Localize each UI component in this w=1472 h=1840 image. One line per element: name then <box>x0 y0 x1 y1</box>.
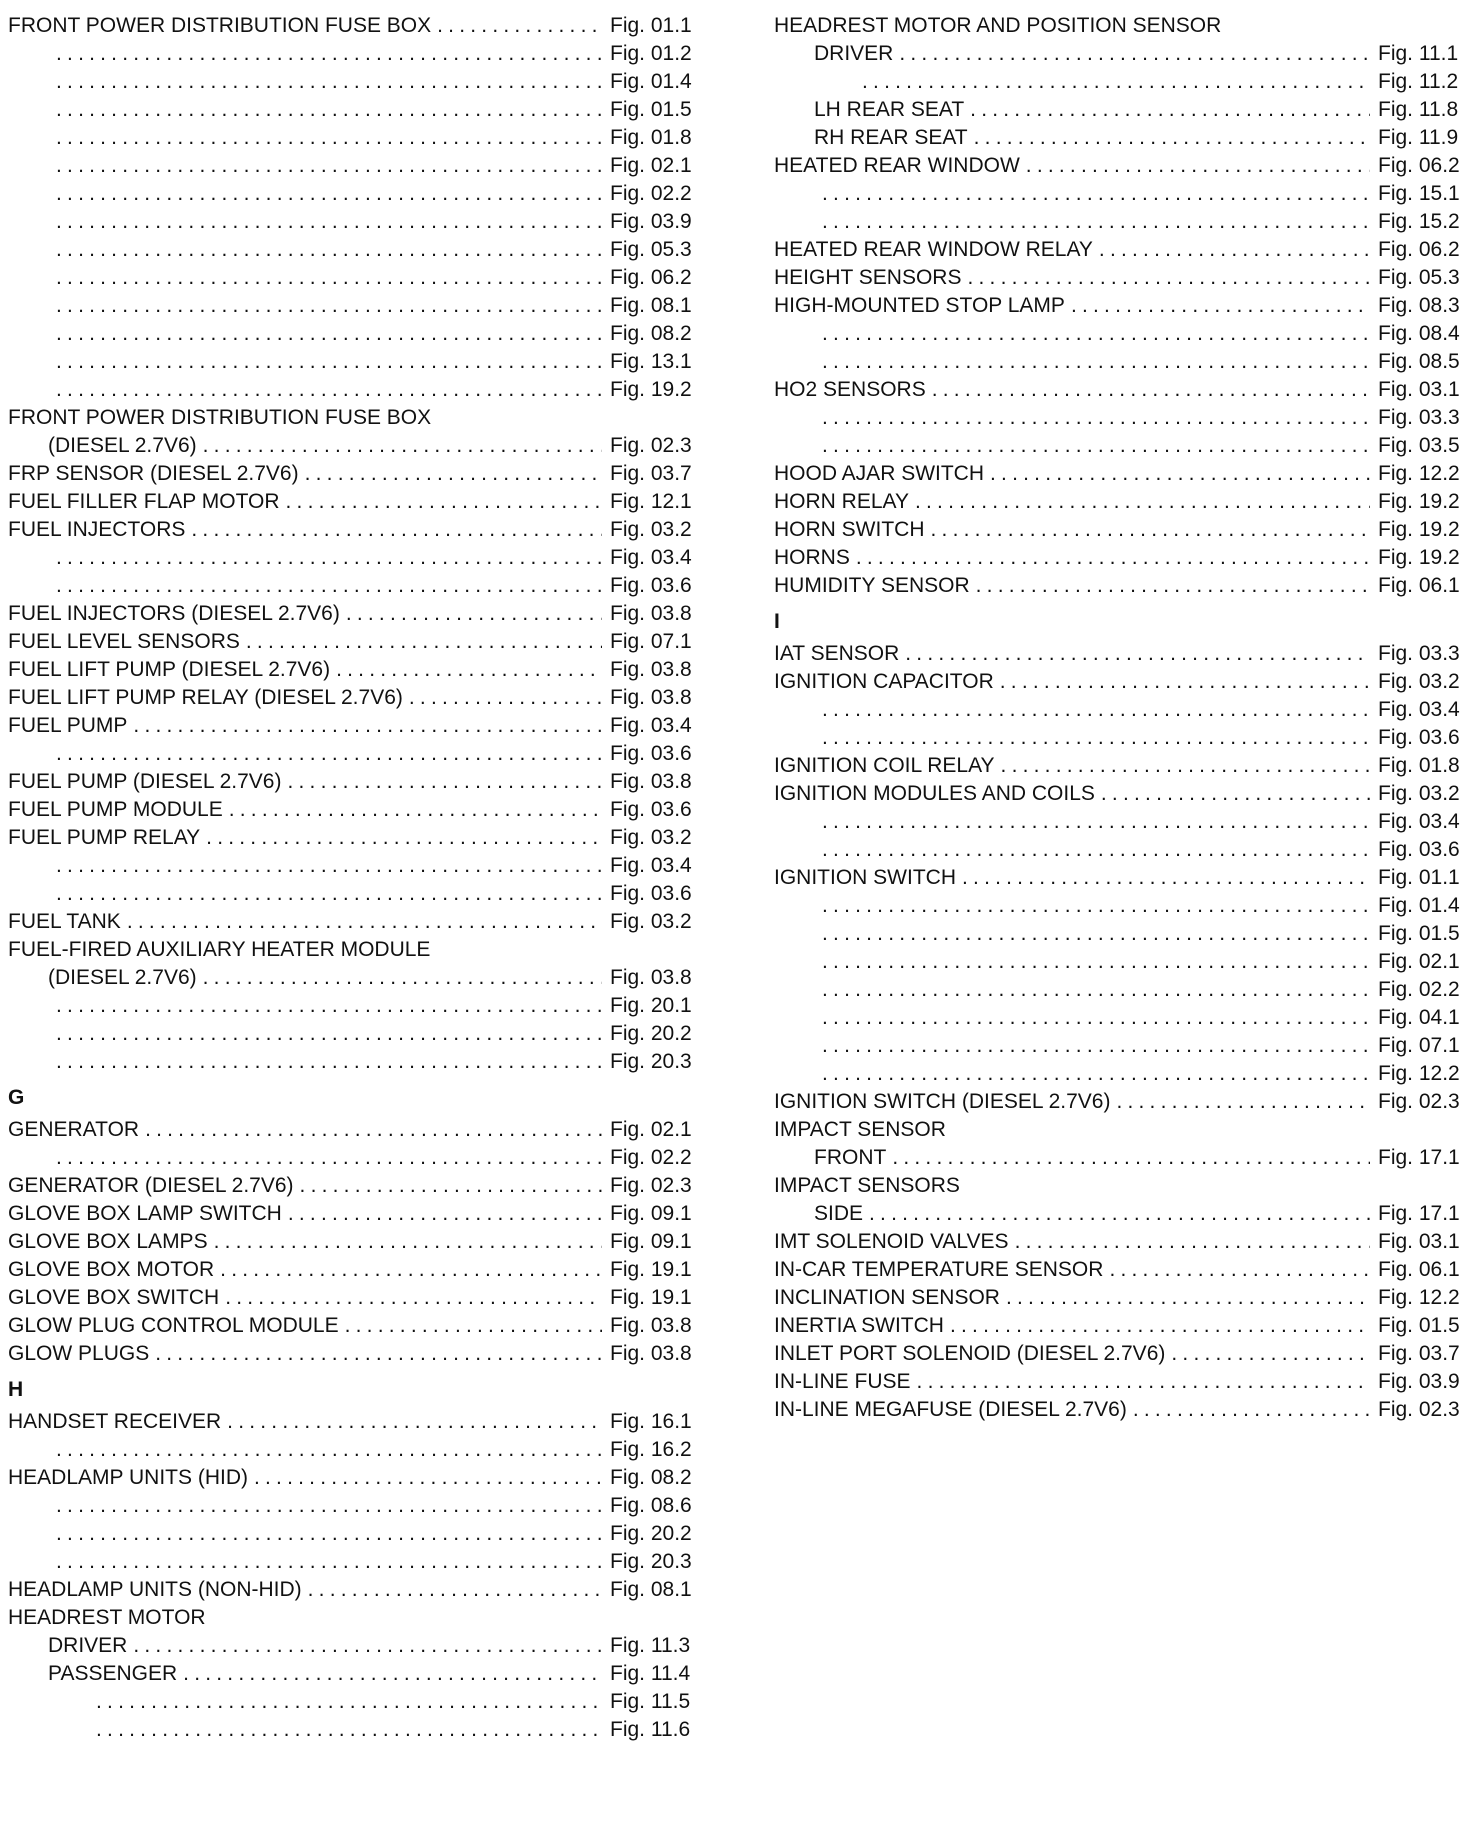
fig-ref: Fig. 03.8 <box>610 686 692 709</box>
entry-label: (DIESEL 2.7V6) <box>48 434 197 457</box>
fig-ref: Fig. 09.1 <box>610 1202 692 1225</box>
fig-ref: Fig. 01.1 <box>1378 866 1460 889</box>
index-entry[interactable] <box>8 1408 696 1436</box>
index-entry[interactable] <box>8 488 696 516</box>
index-entry[interactable] <box>8 740 696 768</box>
index-entry-heading <box>774 12 1464 40</box>
index-entry[interactable] <box>8 908 696 936</box>
fig-ref: Fig. 01.5 <box>1378 1314 1460 1337</box>
section-letter-g: G <box>8 1086 25 1109</box>
fig-ref: Fig. 02.3 <box>610 1174 692 1197</box>
fig-ref: Fig. 02.1 <box>1378 950 1460 973</box>
fig-ref: Fig. 02.2 <box>610 182 692 205</box>
index-entry[interactable] <box>8 1688 696 1716</box>
index-entry[interactable] <box>774 348 1464 376</box>
fig-ref: Fig. 03.7 <box>610 462 692 485</box>
entry-label: FRONT <box>814 1146 887 1169</box>
fig-ref: Fig. 15.1 <box>1378 182 1460 205</box>
entry-label: IMPACT SENSORS <box>774 1174 960 1197</box>
index-entry[interactable] <box>774 836 1464 864</box>
index-entry[interactable] <box>8 600 696 628</box>
fig-ref: Fig. 11.3 <box>610 1634 691 1657</box>
fig-ref: Fig. 20.2 <box>610 1522 692 1545</box>
fig-ref: Fig. 07.1 <box>610 630 692 653</box>
entry-label: FRONT POWER DISTRIBUTION FUSE BOX <box>8 14 432 37</box>
fig-ref: Fig. 01.8 <box>1378 754 1460 777</box>
entry-label: FUEL PUMP MODULE <box>8 798 223 821</box>
entry-label: IN-LINE FUSE <box>774 1370 911 1393</box>
entry-label: DRIVER <box>814 42 894 65</box>
index-entry[interactable] <box>8 1172 696 1200</box>
index-entry[interactable] <box>8 768 696 796</box>
index-entry[interactable] <box>8 992 696 1020</box>
fig-ref: Fig. 04.1 <box>1378 1006 1460 1029</box>
entry-label: GLOW PLUGS <box>8 1342 150 1365</box>
index-entry[interactable] <box>774 516 1464 544</box>
index-entry-heading <box>8 404 696 432</box>
index-entry[interactable] <box>774 152 1464 180</box>
section-letter-h: H <box>8 1378 24 1401</box>
fig-ref: Fig. 02.2 <box>610 1146 692 1169</box>
fig-ref: Fig. 12.2 <box>1378 1062 1460 1085</box>
fig-ref: Fig. 03.4 <box>1378 810 1460 833</box>
fig-ref: Fig. 03.1 <box>1378 378 1460 401</box>
index-entry[interactable] <box>774 1200 1464 1228</box>
fig-ref: Fig. 02.3 <box>1378 1090 1460 1113</box>
fig-ref: Fig. 02.3 <box>610 434 692 457</box>
fig-ref: Fig. 03.9 <box>610 210 692 233</box>
fig-ref: Fig. 03.5 <box>1378 434 1460 457</box>
entry-label: HO2 SENSORS <box>774 378 926 401</box>
fig-ref: Fig. 02.3 <box>1378 1398 1460 1421</box>
index-entry[interactable] <box>8 1144 696 1172</box>
index-entry[interactable] <box>8 1048 696 1076</box>
index-entry[interactable] <box>774 544 1464 572</box>
index-entry[interactable] <box>774 124 1464 152</box>
fig-ref: Fig. 11.5 <box>610 1690 691 1713</box>
fig-ref: Fig. 06.2 <box>610 266 692 289</box>
entry-label: IGNITION COIL RELAY <box>774 754 995 777</box>
entry-label: HEADLAMP UNITS (HID) <box>8 1466 248 1489</box>
entry-label: FUEL FILLER FLAP MOTOR <box>8 490 280 513</box>
fig-ref: Fig. 05.3 <box>1378 266 1460 289</box>
index-entry[interactable] <box>8 1576 696 1604</box>
entry-label: GENERATOR (DIESEL 2.7V6) <box>8 1174 294 1197</box>
index-entry[interactable] <box>774 264 1464 292</box>
entry-label: FUEL PUMP (DIESEL 2.7V6) <box>8 770 282 793</box>
index-entry[interactable] <box>774 236 1464 264</box>
entry-label: GLOW PLUG CONTROL MODULE <box>8 1314 339 1337</box>
fig-ref: Fig. 01.1 <box>610 14 692 37</box>
entry-label: GLOVE BOX SWITCH <box>8 1286 220 1309</box>
index-entry[interactable] <box>8 1492 696 1520</box>
fig-ref: Fig. 03.8 <box>610 658 692 681</box>
entry-label: FUEL LIFT PUMP RELAY (DIESEL 2.7V6) <box>8 686 403 709</box>
fig-ref: Fig. 20.2 <box>610 1022 692 1045</box>
entry-label: GLOVE BOX MOTOR <box>8 1258 215 1281</box>
entry-label: HUMIDITY SENSOR <box>774 574 970 597</box>
index-entry[interactable] <box>8 1464 696 1492</box>
entry-label: HIGH-MOUNTED STOP LAMP <box>774 294 1065 317</box>
entry-label: FUEL LIFT PUMP (DIESEL 2.7V6) <box>8 658 331 681</box>
index-entry[interactable] <box>774 1004 1464 1032</box>
index-entry[interactable] <box>8 1520 696 1548</box>
fig-ref: Fig. 03.2 <box>1378 782 1460 805</box>
fig-ref: Fig. 03.8 <box>610 770 692 793</box>
index-entry[interactable] <box>8 152 696 180</box>
fig-ref: Fig. 03.6 <box>1378 838 1460 861</box>
fig-ref: Fig. 03.6 <box>610 574 692 597</box>
index-entry[interactable] <box>774 1284 1464 1312</box>
entry-label: HOOD AJAR SWITCH <box>774 462 985 485</box>
index-entry[interactable] <box>774 1312 1464 1340</box>
fig-ref: Fig. 08.6 <box>610 1494 692 1517</box>
fig-ref: Fig. 11.4 <box>610 1662 691 1685</box>
index-entry[interactable] <box>8 964 696 992</box>
index-entry[interactable] <box>774 920 1464 948</box>
index-entry[interactable] <box>774 668 1464 696</box>
index-entry[interactable] <box>8 1228 696 1256</box>
index-entry[interactable] <box>774 460 1464 488</box>
index-entry[interactable] <box>774 976 1464 1004</box>
index-left-column <box>8 12 696 1744</box>
index-entry-heading <box>8 1604 696 1632</box>
entry-label: INCLINATION SENSOR <box>774 1286 1000 1309</box>
fig-ref: Fig. 08.2 <box>610 322 692 345</box>
fig-ref: Fig. 03.2 <box>610 826 692 849</box>
fig-ref: Fig. 08.3 <box>1378 294 1460 317</box>
index-entry[interactable] <box>774 892 1464 920</box>
index-entry[interactable] <box>8 796 696 824</box>
entry-label: HEADREST MOTOR AND POSITION SENSOR <box>774 14 1222 37</box>
entry-label: IMPACT SENSOR <box>774 1118 946 1141</box>
fig-ref: Fig. 01.5 <box>610 98 692 121</box>
fig-ref: Fig. 03.7 <box>1378 1342 1460 1365</box>
fig-ref: Fig. 01.8 <box>610 126 692 149</box>
index-entry[interactable] <box>8 1020 696 1048</box>
index-entry[interactable] <box>8 432 696 460</box>
index-entry[interactable] <box>774 292 1464 320</box>
index-entry[interactable] <box>8 1284 696 1312</box>
fig-ref: Fig. 19.1 <box>610 1258 692 1281</box>
fig-ref: Fig. 11.1 <box>1378 42 1459 65</box>
index-entry[interactable] <box>8 1660 696 1688</box>
fig-ref: Fig. 03.6 <box>1378 726 1460 749</box>
entry-label: HORN SWITCH <box>774 518 925 541</box>
index-right-column <box>774 12 1464 1424</box>
fig-ref: Fig. 01.2 <box>610 42 692 65</box>
fig-ref: Fig. 03.4 <box>1378 698 1460 721</box>
index-entry[interactable] <box>8 12 696 40</box>
entry-label: GLOVE BOX LAMPS <box>8 1230 208 1253</box>
index-entry[interactable] <box>774 208 1464 236</box>
fig-ref: Fig. 03.4 <box>610 714 692 737</box>
index-entry[interactable] <box>774 320 1464 348</box>
index-entry[interactable] <box>8 236 696 264</box>
fig-ref: Fig. 01.5 <box>1378 922 1460 945</box>
entry-label: HEIGHT SENSORS <box>774 266 962 289</box>
fig-ref: Fig. 06.1 <box>1378 1258 1460 1281</box>
fig-ref: Fig. 06.2 <box>1378 238 1460 261</box>
index-entry[interactable] <box>774 864 1464 892</box>
index-entry[interactable] <box>8 68 696 96</box>
index-entry[interactable] <box>774 724 1464 752</box>
index-entry[interactable] <box>774 808 1464 836</box>
index-entry[interactable] <box>774 1060 1464 1088</box>
entry-label: FUEL-FIRED AUXILIARY HEATER MODULE <box>8 938 431 961</box>
index-entry[interactable] <box>8 460 696 488</box>
entry-label: RH REAR SEAT <box>814 126 968 149</box>
fig-ref: Fig. 11.8 <box>1378 98 1459 121</box>
index-entry[interactable] <box>8 40 696 68</box>
index-entry[interactable] <box>774 696 1464 724</box>
index-entry[interactable] <box>774 180 1464 208</box>
index-entry[interactable] <box>774 1396 1464 1424</box>
fig-ref: Fig. 16.2 <box>610 1438 692 1461</box>
fig-ref: Fig. 12.1 <box>610 490 692 513</box>
fig-ref: Fig. 19.2 <box>1378 546 1460 569</box>
index-entry[interactable] <box>774 948 1464 976</box>
fig-ref: Fig. 07.1 <box>1378 1034 1460 1057</box>
index-entry[interactable] <box>774 1144 1464 1172</box>
entry-label: DRIVER <box>48 1634 128 1657</box>
index-entry[interactable] <box>8 292 696 320</box>
fig-ref: Fig. 05.3 <box>610 238 692 261</box>
entry-label: FRONT POWER DISTRIBUTION FUSE BOX <box>8 406 432 429</box>
fig-ref: Fig. 01.4 <box>610 70 692 93</box>
index-entry[interactable] <box>774 404 1464 432</box>
fig-ref: Fig. 12.2 <box>1378 462 1460 485</box>
index-entry[interactable] <box>8 1548 696 1576</box>
index-entry[interactable] <box>8 208 696 236</box>
entry-label: HEADREST MOTOR <box>8 1606 206 1629</box>
index-entry[interactable] <box>8 852 696 880</box>
fig-ref: Fig. 02.2 <box>1378 978 1460 1001</box>
fig-ref: Fig. 03.8 <box>610 1314 692 1337</box>
fig-ref: Fig. 19.2 <box>1378 518 1460 541</box>
index-entry[interactable] <box>774 40 1464 68</box>
fig-ref: Fig. 16.1 <box>610 1410 692 1433</box>
fig-ref: Fig. 03.3 <box>1378 642 1460 665</box>
index-entry[interactable] <box>8 880 696 908</box>
fig-ref: Fig. 02.1 <box>610 1118 692 1141</box>
fig-ref: Fig. 20.1 <box>610 994 692 1017</box>
fig-ref: Fig. 08.2 <box>610 1466 692 1489</box>
entry-label: HANDSET RECEIVER <box>8 1410 222 1433</box>
entry-label: IGNITION CAPACITOR <box>774 670 994 693</box>
section-letter-i: I <box>774 610 780 633</box>
index-entry[interactable] <box>8 656 696 684</box>
entry-label: FUEL TANK <box>8 910 121 933</box>
index-entry[interactable] <box>8 516 696 544</box>
fig-ref: Fig. 03.8 <box>610 1342 692 1365</box>
fig-ref: Fig. 19.1 <box>610 1286 692 1309</box>
index-entry[interactable] <box>8 376 696 404</box>
fig-ref: Fig. 02.1 <box>610 154 692 177</box>
index-entry[interactable] <box>774 572 1464 600</box>
fig-ref: Fig. 03.1 <box>1378 1230 1460 1253</box>
entry-label: HORN RELAY <box>774 490 909 513</box>
entry-label: FUEL LEVEL SENSORS <box>8 630 240 653</box>
fig-ref: Fig. 08.1 <box>610 294 692 317</box>
index-entry[interactable] <box>774 376 1464 404</box>
index-entry[interactable] <box>774 432 1464 460</box>
fig-ref: Fig. 08.5 <box>1378 350 1460 373</box>
index-entry[interactable] <box>774 1088 1464 1116</box>
index-entry[interactable] <box>8 684 696 712</box>
index-entry[interactable] <box>8 1200 696 1228</box>
entry-label: FUEL PUMP RELAY <box>8 826 201 849</box>
index-entry[interactable] <box>8 96 696 124</box>
index-entry[interactable] <box>774 780 1464 808</box>
fig-ref: Fig. 11.9 <box>1378 126 1459 149</box>
index-entry[interactable] <box>774 1368 1464 1396</box>
index-entry[interactable] <box>8 264 696 292</box>
fig-ref: Fig. 03.6 <box>610 882 692 905</box>
index-entry[interactable] <box>8 348 696 376</box>
entry-label: HEATED REAR WINDOW <box>774 154 1020 177</box>
fig-ref: Fig. 08.1 <box>610 1578 692 1601</box>
fig-ref: Fig. 12.2 <box>1378 1286 1460 1309</box>
fig-ref: Fig. 11.6 <box>610 1718 691 1741</box>
entry-label: PASSENGER <box>48 1662 178 1685</box>
entry-label: FUEL INJECTORS <box>8 518 186 541</box>
entry-label: HEATED REAR WINDOW RELAY <box>774 238 1093 261</box>
fig-ref: Fig. 20.3 <box>610 1050 692 1073</box>
fig-ref: Fig. 03.4 <box>610 546 692 569</box>
fig-ref: Fig. 09.1 <box>610 1230 692 1253</box>
entry-label: LH REAR SEAT <box>814 98 965 121</box>
entry-label: IGNITION SWITCH <box>774 866 956 889</box>
fig-ref: Fig. 11.2 <box>1378 70 1459 93</box>
entry-label: HEADLAMP UNITS (NON-HID) <box>8 1578 302 1601</box>
index-entry[interactable] <box>8 824 696 852</box>
index-entry[interactable] <box>8 180 696 208</box>
index-entry[interactable] <box>8 1340 696 1368</box>
index-entry[interactable] <box>8 1436 696 1464</box>
fig-ref: Fig. 06.2 <box>1378 154 1460 177</box>
fig-ref: Fig. 03.8 <box>610 602 692 625</box>
index-entry[interactable] <box>774 752 1464 780</box>
entry-label: (DIESEL 2.7V6) <box>48 966 197 989</box>
index-entry-heading <box>774 1116 1464 1144</box>
entry-label: IGNITION MODULES AND COILS <box>774 782 1095 805</box>
index-entry[interactable] <box>8 1116 696 1144</box>
index-entry[interactable] <box>8 628 696 656</box>
index-entry[interactable] <box>774 1256 1464 1284</box>
index-entry[interactable] <box>8 1716 696 1744</box>
entry-label: GENERATOR <box>8 1118 140 1141</box>
fig-ref: Fig. 20.3 <box>610 1550 692 1573</box>
fig-ref: Fig. 03.6 <box>610 742 692 765</box>
entry-label: GLOVE BOX LAMP SWITCH <box>8 1202 282 1225</box>
index-entry-heading <box>8 936 696 964</box>
index-entry[interactable] <box>8 320 696 348</box>
fig-ref: Fig. 15.2 <box>1378 210 1460 233</box>
index-entry[interactable] <box>774 640 1464 668</box>
index-entry[interactable] <box>774 488 1464 516</box>
fig-ref: Fig. 01.4 <box>1378 894 1460 917</box>
index-entry[interactable] <box>8 544 696 572</box>
fig-ref: Fig. 03.2 <box>1378 670 1460 693</box>
index-entry[interactable] <box>8 712 696 740</box>
fig-ref: Fig. 06.1 <box>1378 574 1460 597</box>
index-entry[interactable] <box>774 1032 1464 1060</box>
entry-label: INERTIA SWITCH <box>774 1314 944 1337</box>
fig-ref: Fig. 17.1 <box>1378 1202 1460 1225</box>
index-entry[interactable] <box>8 124 696 152</box>
entry-label: FUEL PUMP <box>8 714 128 737</box>
entry-label: IAT SENSOR <box>774 642 900 665</box>
entry-label: INLET PORT SOLENOID (DIESEL 2.7V6) <box>774 1342 1166 1365</box>
entry-label: FRP SENSOR (DIESEL 2.7V6) <box>8 462 299 485</box>
fig-ref: Fig. 08.4 <box>1378 322 1460 345</box>
index-entry[interactable] <box>774 68 1464 96</box>
fig-ref: Fig. 03.2 <box>610 518 692 541</box>
index-entry[interactable] <box>8 1256 696 1284</box>
fig-ref: Fig. 17.1 <box>1378 1146 1460 1169</box>
entry-label: IN-LINE MEGAFUSE (DIESEL 2.7V6) <box>774 1398 1127 1421</box>
index-entry[interactable] <box>774 1228 1464 1256</box>
fig-ref: Fig. 03.2 <box>610 910 692 933</box>
entry-label: FUEL INJECTORS (DIESEL 2.7V6) <box>8 602 340 625</box>
fig-ref: Fig. 03.3 <box>1378 406 1460 429</box>
fig-ref: Fig. 03.4 <box>610 854 692 877</box>
entry-label: IN-CAR TEMPERATURE SENSOR <box>774 1258 1104 1281</box>
index-entry[interactable] <box>774 96 1464 124</box>
fig-ref: Fig. 19.2 <box>610 378 692 401</box>
index-entry[interactable] <box>8 1632 696 1660</box>
fig-ref: Fig. 03.9 <box>1378 1370 1460 1393</box>
fig-ref: Fig. 03.8 <box>610 966 692 989</box>
entry-label: IMT SOLENOID VALVES <box>774 1230 1009 1253</box>
fig-ref: Fig. 13.1 <box>610 350 692 373</box>
index-entry[interactable] <box>8 572 696 600</box>
index-entry-heading <box>774 1172 1464 1200</box>
index-entry[interactable] <box>8 1312 696 1340</box>
fig-ref: Fig. 19.2 <box>1378 490 1460 513</box>
entry-label: IGNITION SWITCH (DIESEL 2.7V6) <box>774 1090 1111 1113</box>
fig-ref: Fig. 03.6 <box>610 798 692 821</box>
entry-label: SIDE <box>814 1202 864 1225</box>
index-entry[interactable] <box>774 1340 1464 1368</box>
entry-label: HORNS <box>774 546 850 569</box>
